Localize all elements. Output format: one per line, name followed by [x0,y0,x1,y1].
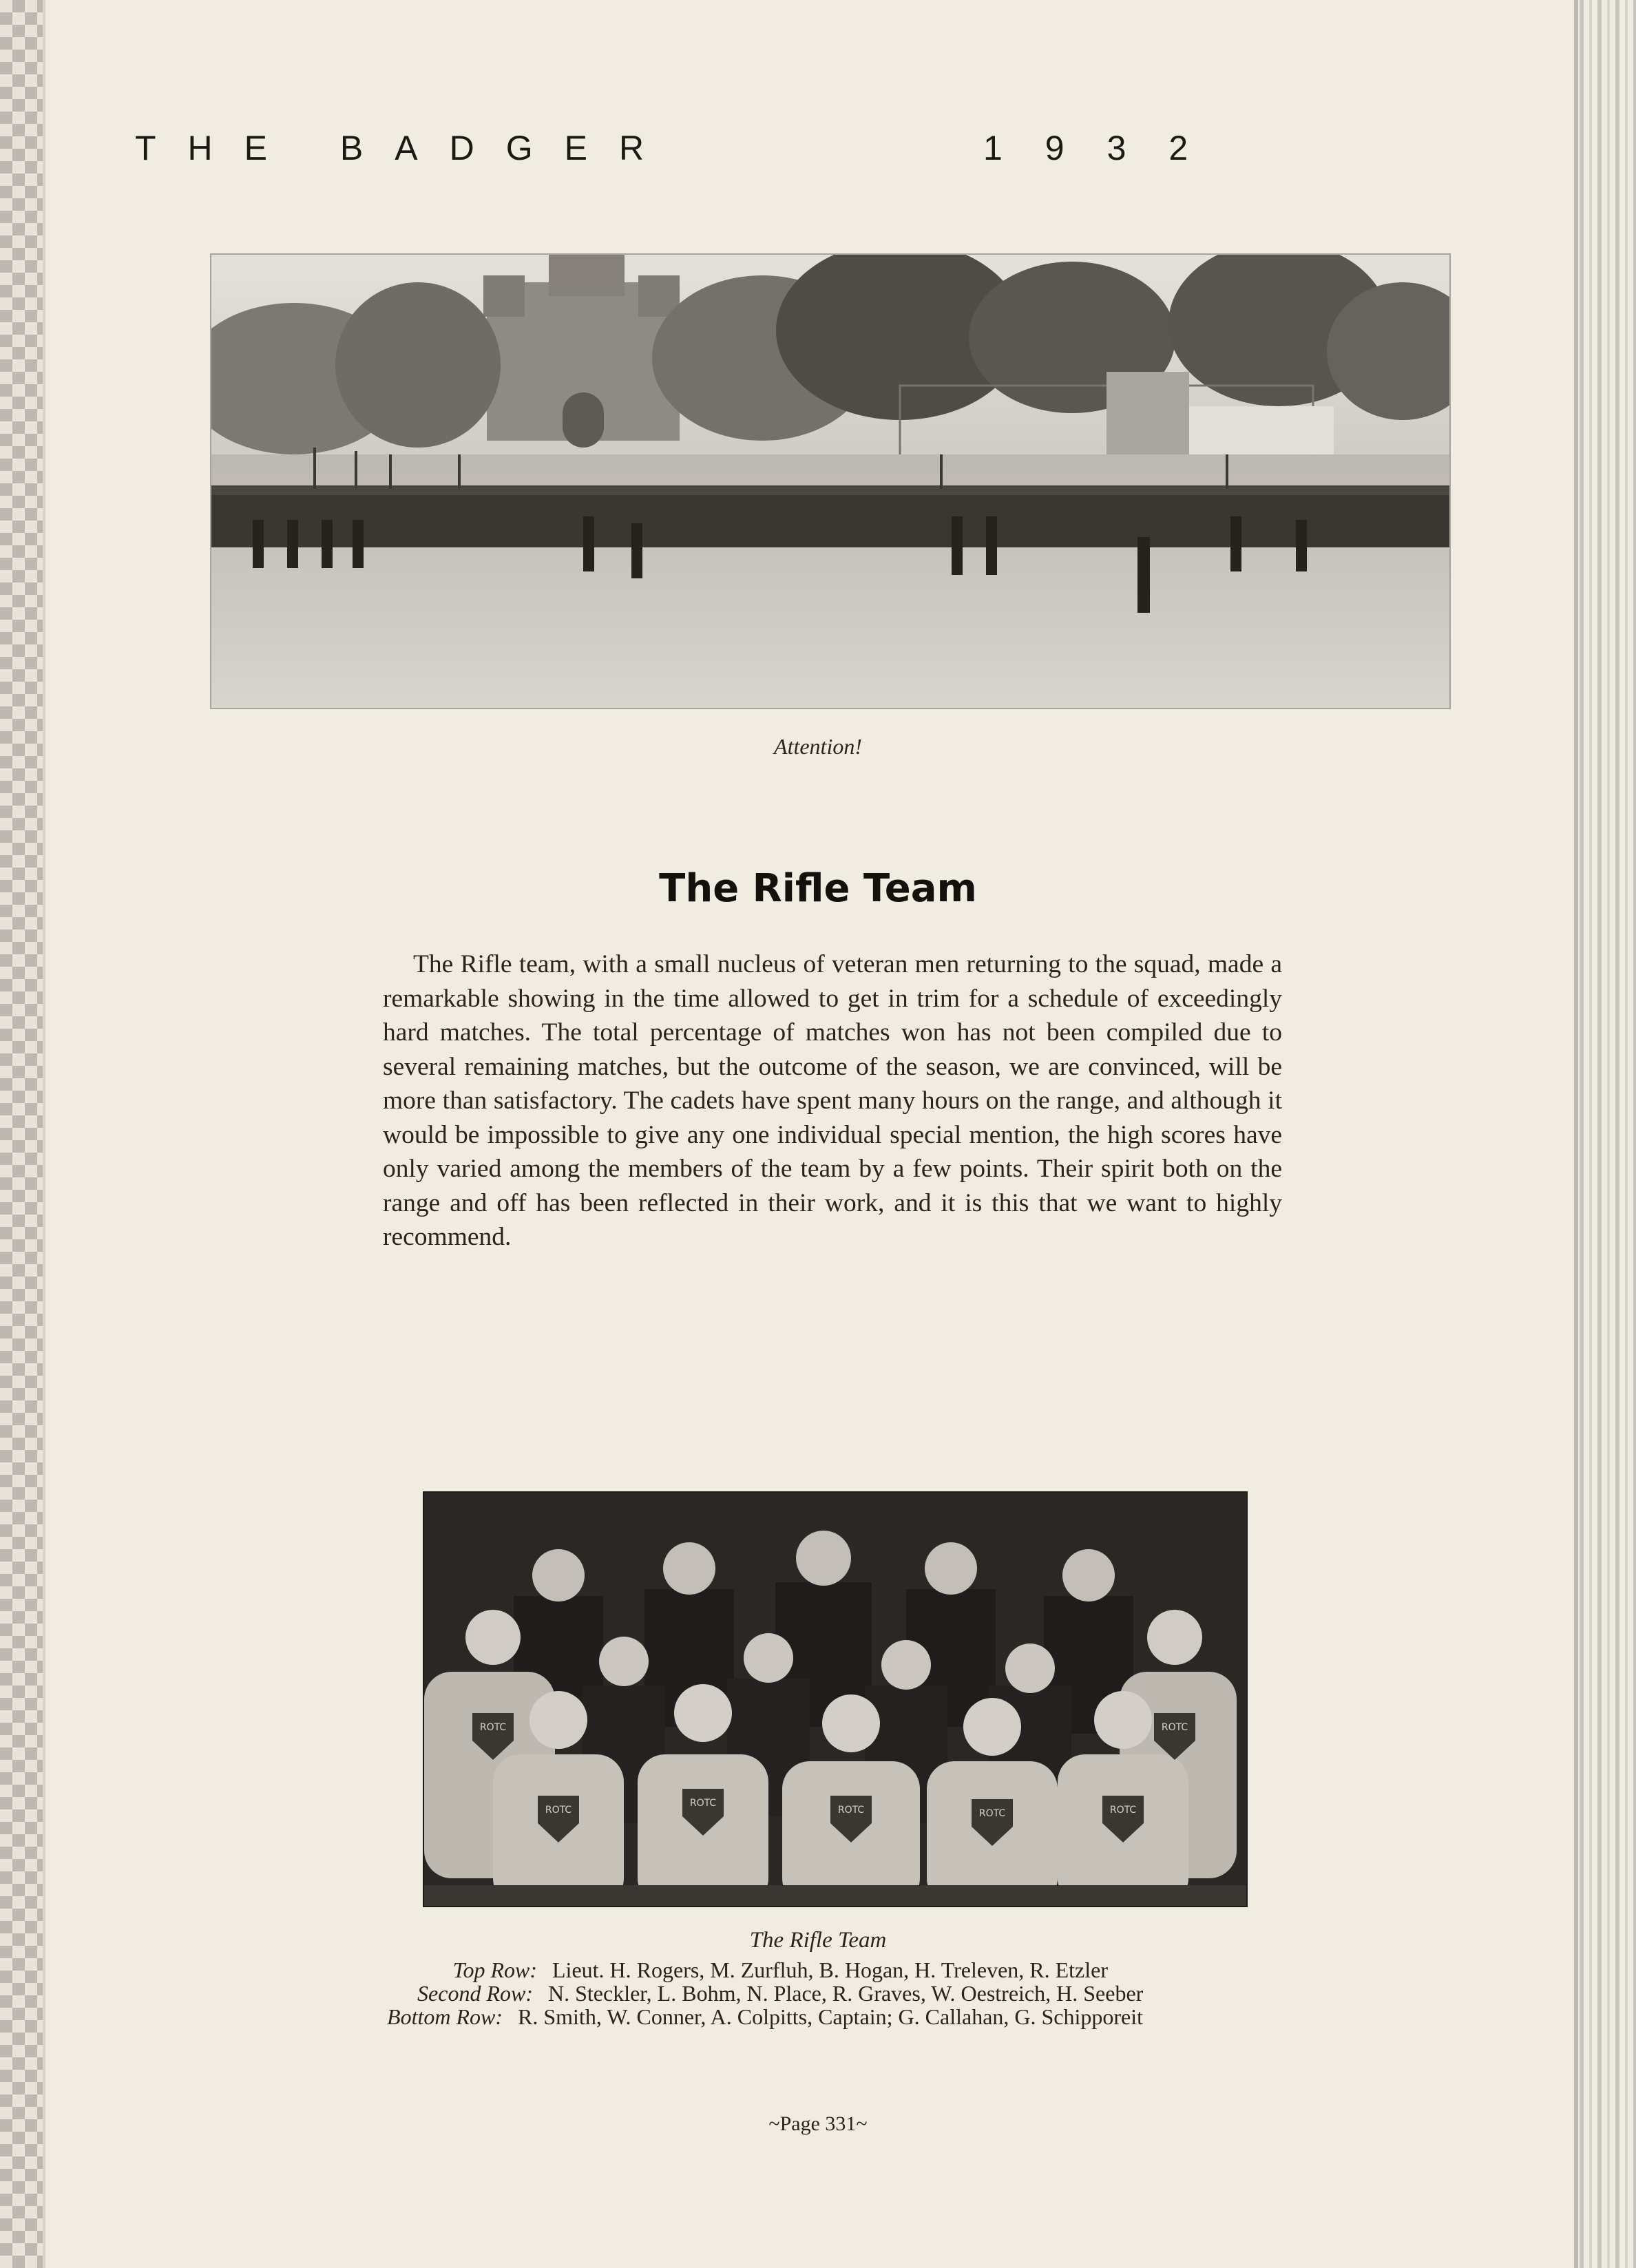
roster-row-label: Bottom Row: [387,2004,503,2029]
photo-caption-attention: Attention! [774,734,862,759]
parade-ground-illustration [211,255,1449,708]
rotc-badge-text: ROTC [1109,1805,1137,1816]
page-number: ~Page 331~ [768,2112,868,2135]
rotc-badge-text: ROTC [1161,1722,1188,1733]
rotc-badge-text: ROTC [837,1805,865,1816]
rotc-badge-text: ROTC [978,1808,1006,1819]
article-title: The Rifle Team [659,866,977,911]
team-photo-caption-title: The Rifle Team [749,1928,887,1953]
roster-row-label: Second Row: [417,1981,533,2006]
publication-year: 1932 [983,129,1231,167]
roster-row-names: N. Steckler, L. Bohm, N. Place, R. Graves, W. Oestreich, H. Seeber [548,1981,1144,2006]
roster-bottom-row [370,2005,1143,2028]
rotc-badge-text: ROTC [689,1798,717,1809]
article-body: The Rifle team, with a small nucleus of veteran men returning to the squad, made a remarkable showing in the time allowed to get in trim for a schedule of exceedingly hard matches. The total percentage of matches won has not been compiled due to several remaining matches, but the outcome of the season, we are convinced, will be more than satisfactory. The cadets have spent many hours on the range, and although it would be impossible to give any one individual special mention, the high scores have only varied among the members of the team by a few points. Their spirit both on the range and off has been reflected in their work, and it is this that we want to highly recommend. [383,950,1282,1251]
roster-row-label: Top Row: [452,1957,537,1982]
roster-top-row [434,1958,1108,1982]
roster-row-names: Lieut. H. Rogers, M. Zurfluh, B. Hogan, H. Treleven, R. Etzler [552,1957,1108,1982]
publication-title: THE BADGER [135,129,676,167]
rifle-team-group-illustration [424,1493,1246,1906]
rifle-team-photo [423,1491,1248,1907]
roster-row-names: R. Smith, W. Conner, A. Colpitts, Captain; G. Callahan, G. Schipporeit [518,2004,1144,2029]
soldiers-rank [211,485,1449,547]
running-head [135,128,1237,176]
roster-second-row [397,1982,1143,2005]
rotc-badge-text: ROTC [545,1805,572,1816]
parade-ground-photo [210,253,1451,709]
rotc-badge-text: ROTC [479,1722,507,1733]
